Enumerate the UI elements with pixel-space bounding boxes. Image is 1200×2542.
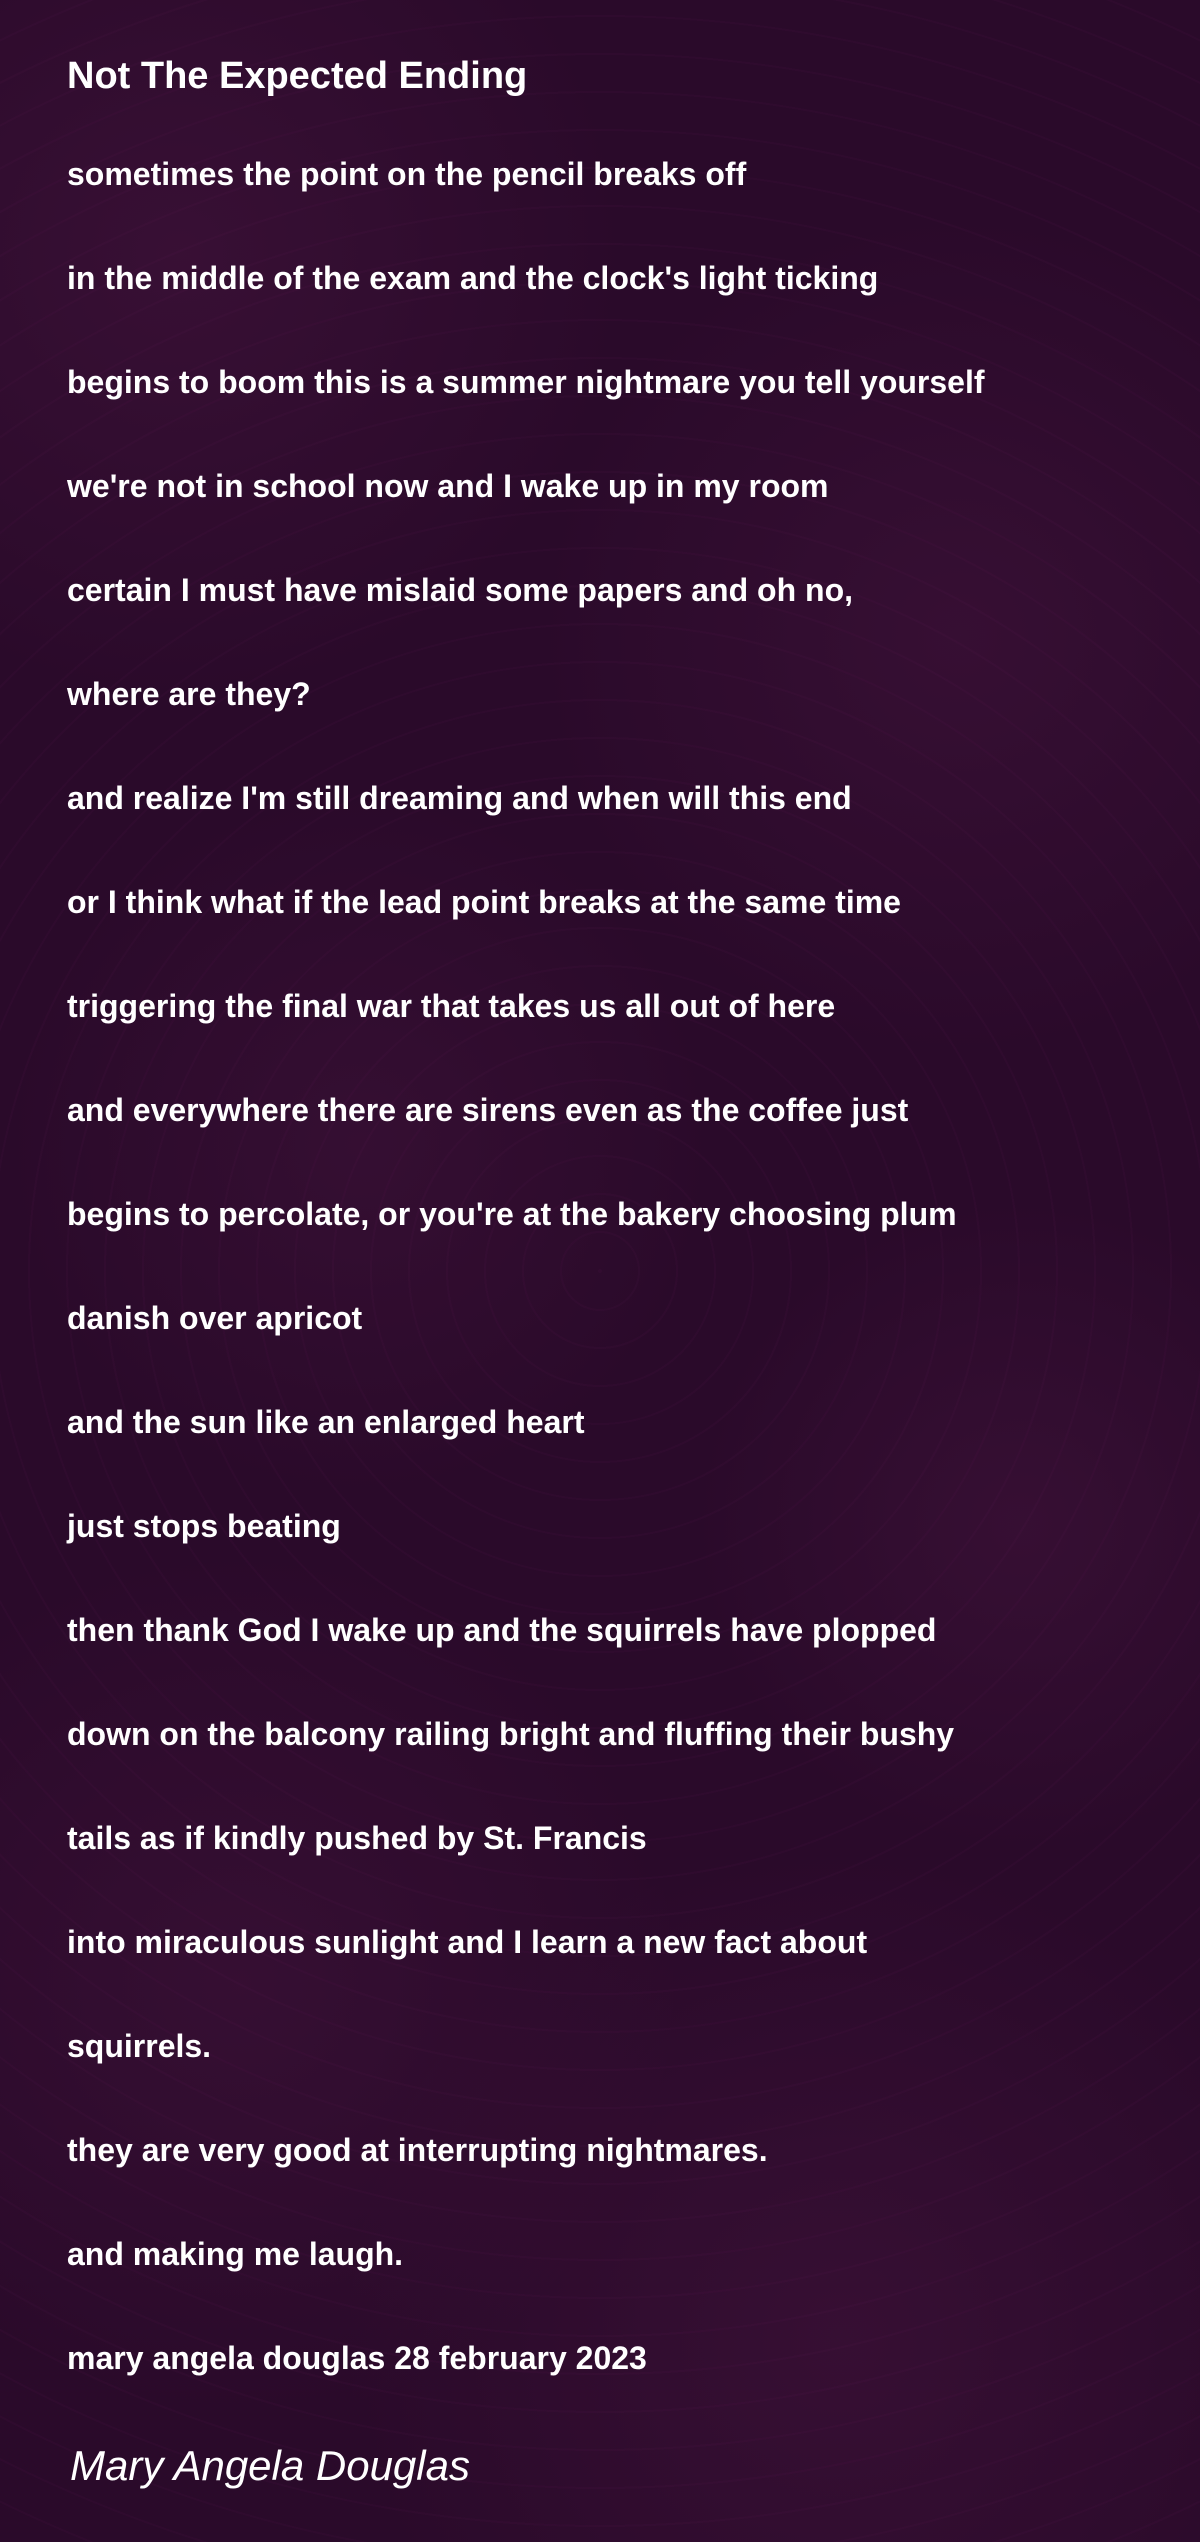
poem-line: begins to boom this is a summer nightmare you tell yourself	[67, 364, 985, 400]
poem-line: begins to percolate, or you're at the bakery choosing plum	[67, 1196, 957, 1232]
poem-line: then thank God I wake up and the squirrels have plopped	[67, 1612, 937, 1648]
poem-line: they are very good at interrupting nightmares.	[67, 2132, 768, 2168]
poem-line: squirrels.	[67, 2028, 212, 2064]
poem-line: and realize I'm still dreaming and when will this end	[67, 780, 852, 816]
poem-line: and making me laugh.	[67, 2236, 404, 2272]
poem-line: in the middle of the exam and the clock's light ticking	[67, 260, 879, 296]
poem-line: and the sun like an enlarged heart	[67, 1404, 585, 1440]
poem-line: sometimes the point on the pencil breaks off	[67, 156, 747, 192]
poem-line: certain I must have mislaid some papers and oh no,	[67, 572, 853, 608]
poem-line: danish over apricot	[67, 1300, 363, 1336]
poem-line: tails as if kindly pushed by St. Francis	[67, 1820, 647, 1856]
poem-line: or I think what if the lead point breaks at the same time	[67, 884, 901, 920]
poem-line: into miraculous sunlight and I learn a new fact about	[67, 1924, 868, 1960]
poem-body	[67, 148, 985, 2436]
poem-line: we're not in school now and I wake up in my room	[67, 468, 829, 504]
poem-line: where are they?	[67, 676, 311, 712]
poem-line: down on the balcony railing bright and fluffing their bushy	[67, 1716, 955, 1752]
poem-signature-line: mary angela douglas 28 february 2023	[67, 2340, 647, 2376]
poem-line: just stops beating	[67, 1508, 341, 1544]
poem-author: Mary Angela Douglas	[70, 2442, 470, 2489]
poem-line: triggering the final war that takes us all out of here	[67, 988, 836, 1024]
poem-title: Not The Expected Ending	[67, 55, 528, 97]
poem-line: and everywhere there are sirens even as the coffee just	[67, 1092, 909, 1128]
